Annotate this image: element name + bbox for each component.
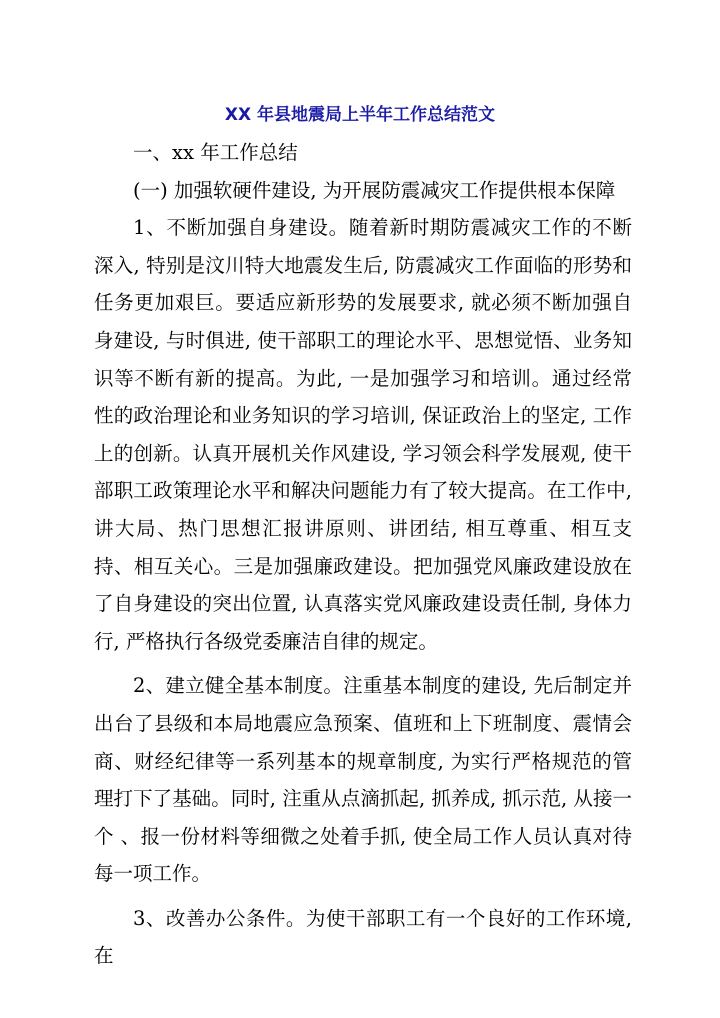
subsection-heading: (一) 加强软硬件建设, 为开展防震减灾工作提供根本保障 <box>133 178 616 202</box>
section-heading: 一、xx 年工作总结 <box>133 141 298 164</box>
document-title: XX 年县地震局上半年工作总结范文 <box>224 105 496 125</box>
document-body <box>94 134 632 975</box>
paragraph-item-2: 2、建立健全基本制度。注重基本制度的建设, 先后制定并出台了县级和本局地震应急预案、值班和上下班制度、震情会商、财经纪律等一系列基本的规章制度, 为实行严格规范的管理打下了基础。同时, 注重从点滴抓起, 抓养成, 抓示范, 从接一个 、报一份材料等细微之处着手抓, 使全局工作人员认真对待每一项工作。 <box>94 674 632 886</box>
paragraph-item-3: 3、改善办公条件。为使干部职工有一个良好的工作环境, 在 <box>94 906 632 968</box>
paragraph-item-1: 1、不断加强自身建设。随着新时期防震减灾工作的不断深入, 特别是汶川特大地震发生后, 防震减灾工作面临的形势和任务更加艰巨。要适应新形势的发展要求, 就必须不断加强自身建设, 与时俱进, 使干部职工的理论水平、思想觉悟、业务知识等不断有新的提高。为此, 一是加强学习和培训。通过经常性的政治理论和业务知识的学习培训, 保证政治上的坚定, 工作上的创新。认真开展机关作风建设, 学习领会科学发展观, 使干部职工政策理论水平和解决问题能力有了较大提高。在工作中, 讲大局、热门思想汇报讲原则、讲团结, 相互尊重、相互支持、相互关心。三是加强廉政建设。把加强党风廉政建设放在了自身建设的突出位置, 认真落实党风廉政建设责任制, 身体力行, 严格执行各级党委廉洁自律的规定。 <box>94 216 632 653</box>
